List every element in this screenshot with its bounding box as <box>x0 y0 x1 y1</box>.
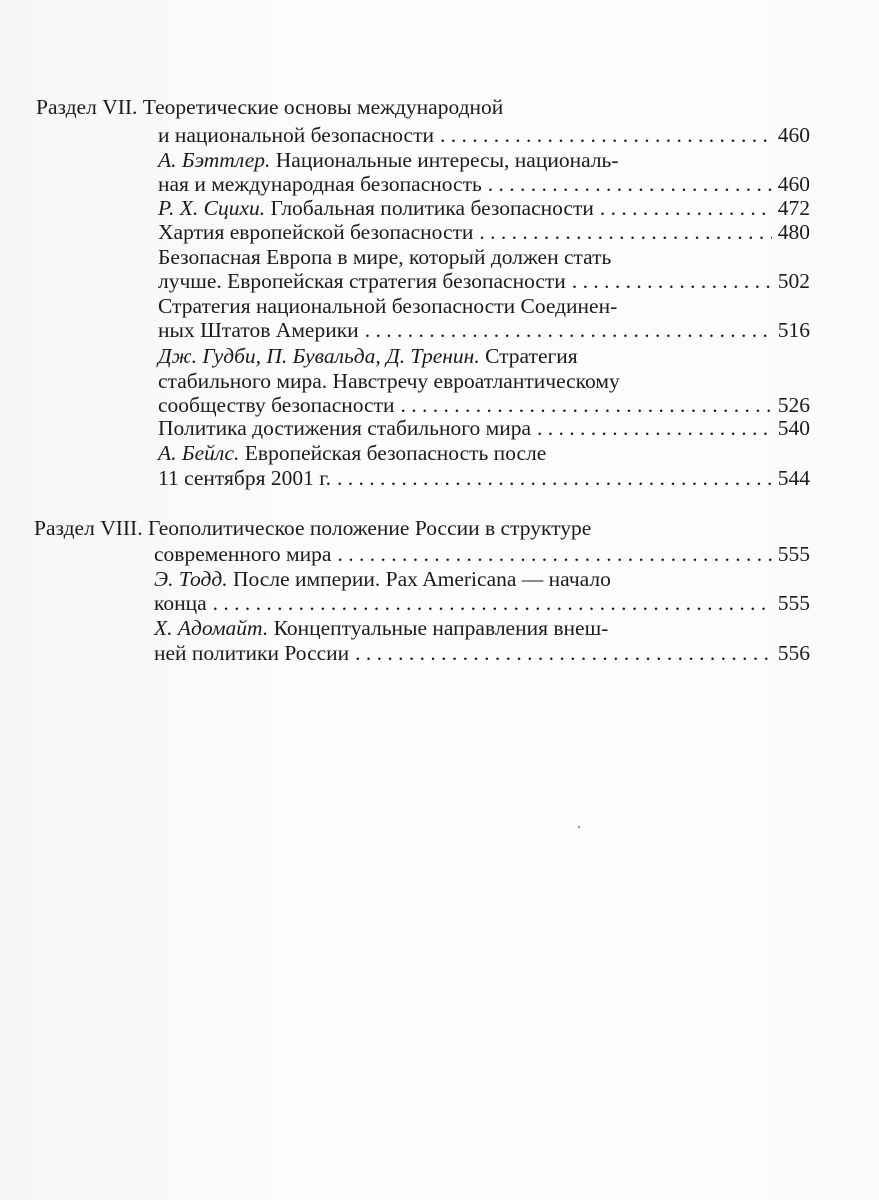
entry-author: Р. Х. Сцихи. <box>158 196 266 220</box>
entry-title: Национальные интересы, националь- <box>275 148 619 172</box>
toc-entry-row <box>158 318 810 342</box>
entry-author: Э. Тодд. <box>154 567 228 591</box>
page-number: 555 <box>777 591 810 615</box>
entry-title-continued: ная и международная безопасность <box>158 172 482 196</box>
section-title: Теоретические основы международной <box>142 95 504 119</box>
leader-dots <box>401 393 772 417</box>
entry-title: Хартия европейской безопасности <box>158 220 474 244</box>
page-number: 526 <box>777 393 810 417</box>
section-label: Раздел VIII. <box>34 516 143 540</box>
leader-dots <box>488 172 772 196</box>
leader-dots <box>365 318 772 342</box>
leader-dots <box>537 416 772 440</box>
section-title: Геополитическое положение России в структуре <box>147 516 592 540</box>
leader-dots <box>337 542 771 566</box>
page-number: 516 <box>777 318 810 342</box>
entry-title-continued: ней политики России <box>154 641 350 665</box>
section-title-continued: современного мира <box>154 542 332 566</box>
toc-entry-row <box>158 220 810 244</box>
entry-title <box>158 196 594 220</box>
toc-entry-line <box>154 616 608 640</box>
section-title-row <box>154 542 810 566</box>
toc-entry-line <box>154 567 611 591</box>
leader-dots <box>355 641 772 665</box>
entry-title: Безопасная Европа в мире, который должен стать <box>158 245 612 269</box>
toc-entry-row <box>158 393 810 417</box>
section-title-continued: и национальной безопасности <box>158 123 435 147</box>
entry-title: Стратегия национальной безопасности Соединен- <box>158 294 618 318</box>
section-title-row <box>158 123 810 147</box>
entry-title-continued: сообществу безопасности <box>158 393 395 417</box>
entry-title-continued: конца <box>154 591 207 615</box>
entry-title-continued: 11 сентября 2001 г. <box>158 466 332 490</box>
toc-entry-line <box>158 344 578 368</box>
section-label: Раздел VII. <box>36 95 138 119</box>
entry-author: Дж. Гудби, П. Бувальда, Д. Тренин. <box>158 344 480 368</box>
page-number: 556 <box>777 641 810 665</box>
toc-entry-line <box>158 441 546 465</box>
leader-dots <box>337 466 772 490</box>
toc-entry-row <box>158 466 810 490</box>
toc-entry-row <box>154 591 810 615</box>
section-heading-vii <box>36 95 503 119</box>
toc-entry-row <box>158 196 810 220</box>
toc-entry-row <box>158 269 810 293</box>
leader-dots <box>572 269 772 293</box>
entry-author: А. Бэттлер. <box>158 148 271 172</box>
section-heading-viii <box>34 516 591 540</box>
page-number: 480 <box>777 220 810 244</box>
page-number: 540 <box>777 416 810 440</box>
page-number: 472 <box>777 196 810 220</box>
page-number: 544 <box>777 466 810 490</box>
paper-speck <box>578 826 580 828</box>
entry-author: А. Бейлс. <box>158 441 240 465</box>
entry-title: После империи. Pax Americana — начало <box>232 567 611 591</box>
leader-dots <box>479 220 771 244</box>
leader-dots <box>213 591 772 615</box>
entry-title-continued: ных Штатов Америки <box>158 318 359 342</box>
entry-title-continued: стабильного мира. Навстречу евроатлантическому <box>158 369 620 393</box>
entry-title: Стратегия <box>485 344 578 368</box>
toc-entry-row <box>158 172 810 196</box>
toc-entry-line <box>158 148 619 172</box>
toc-entry-line <box>158 294 617 318</box>
entry-title: Концептуальные направления внеш- <box>273 616 609 640</box>
entry-title-text: Глобальная политика безопасности <box>270 196 594 220</box>
page-number: 555 <box>777 542 810 566</box>
page-number: 460 <box>777 123 810 147</box>
page-number: 502 <box>777 269 810 293</box>
leader-dots <box>440 123 772 147</box>
toc-entry-row <box>158 416 810 440</box>
entry-title-continued: лучше. Европейская стратегия безопасности <box>158 269 566 293</box>
toc-entry-line <box>158 245 611 269</box>
entry-author: Х. Адомайт. <box>154 616 269 640</box>
leader-dots <box>600 196 772 220</box>
toc-entry-row <box>154 641 810 665</box>
page-number: 460 <box>777 172 810 196</box>
entry-title: Европейская безопасность после <box>244 441 547 465</box>
toc-entry-line <box>158 369 620 393</box>
entry-title: Политика достижения стабильного мира <box>158 416 532 440</box>
